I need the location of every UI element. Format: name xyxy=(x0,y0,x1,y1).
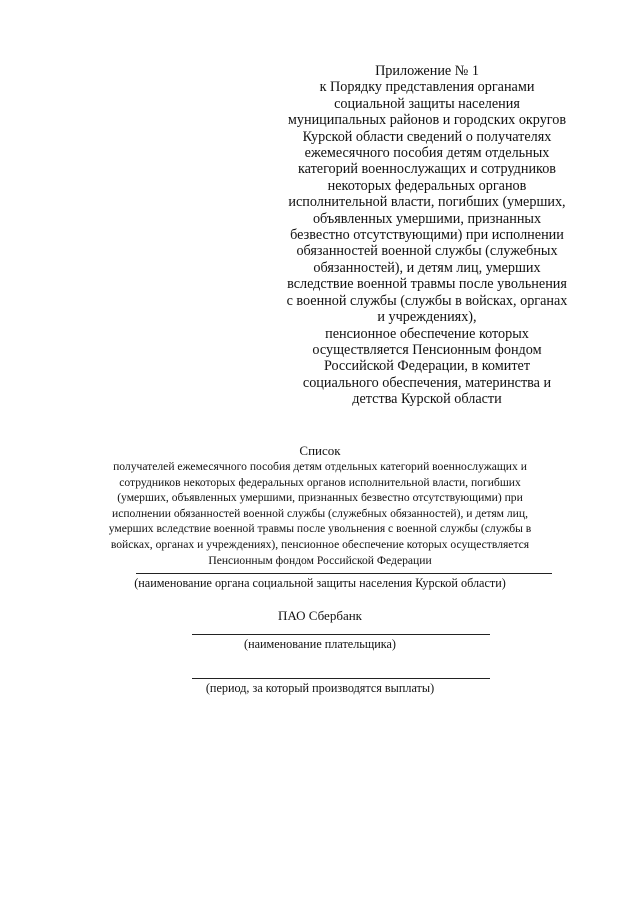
list-description-line: войсках, органах и учреждениях), пенсионное обеспечение которых осуществляется xyxy=(110,537,530,551)
appendix-line: Российской Федерации, в комитет xyxy=(323,358,531,375)
list-title: Список xyxy=(299,443,341,458)
appendix-line: осуществляется Пенсионным фондом xyxy=(312,341,542,358)
period-caption: (период, за который производятся выплаты) xyxy=(205,681,435,695)
appendix-line: к Порядку представления органами xyxy=(319,79,535,96)
appendix-line: некоторых федеральных органов xyxy=(327,177,527,194)
list-description-line: Пенсионным фондом Российской Федерации xyxy=(208,553,432,567)
appendix-line: муниципальных районов и городских округов xyxy=(287,112,567,129)
organ-name-field-line xyxy=(136,573,552,574)
appendix-line: и учреждениях), xyxy=(377,309,477,326)
appendix-line: вследствие военной травмы после увольнения xyxy=(287,276,567,293)
list-description-line: (умерших, объявленных умершими, признанных безвестно отсутствующими) при xyxy=(117,491,523,505)
organ-name-caption: (наименование органа социальной защиты населения Курской области) xyxy=(134,576,506,590)
appendix-line: ежемесячного пособия детям отдельных xyxy=(304,145,550,162)
list-description-line: исполнении обязанностей военной службы (служебных обязанностей), и детям лиц, xyxy=(111,506,528,520)
appendix-line: исполнительной власти, погибших (умерших, xyxy=(288,194,566,211)
list-description-line: получателей ежемесячного пособия детям отдельных категорий военнослужащих и xyxy=(113,460,527,473)
appendix-line: пенсионное обеспечение которых xyxy=(325,325,529,342)
appendix-line: Приложение № 1 xyxy=(375,63,479,79)
list-description-line: сотрудников некоторых федеральных органов исполнительной власти, погибших xyxy=(119,475,521,489)
appendix-line: Курской области сведений о получателях xyxy=(302,128,552,145)
appendix-line: детства Курской области xyxy=(352,391,502,408)
list-description xyxy=(70,459,570,568)
payer-name-field-line xyxy=(192,634,490,635)
appendix-line: объявленных умершими, признанных xyxy=(312,210,542,227)
appendix-line: категорий военнослужащих и сотрудников xyxy=(297,161,557,178)
appendix-line: обязанностей военной службы (служебных xyxy=(296,243,558,260)
payer-name-value: ПАО Сбербанк xyxy=(278,608,362,623)
appendix-line: с военной службы (службы в войсках, органах xyxy=(286,292,568,309)
payer-name-caption: (наименование плательщика) xyxy=(244,637,396,651)
period-field-line xyxy=(192,678,490,679)
list-description-line: умерших вследствие военной травмы после увольнения с военной службы (службы в xyxy=(108,522,532,536)
appendix-line: обязанностей), и детям лиц, умерших xyxy=(313,259,541,276)
appendix-line: социального обеспечения, материнства и xyxy=(302,374,552,391)
appendix-header xyxy=(262,63,592,408)
appendix-line: безвестно отсутствующими) при исполнении xyxy=(290,227,564,244)
appendix-line: социальной защиты населения xyxy=(334,95,520,112)
